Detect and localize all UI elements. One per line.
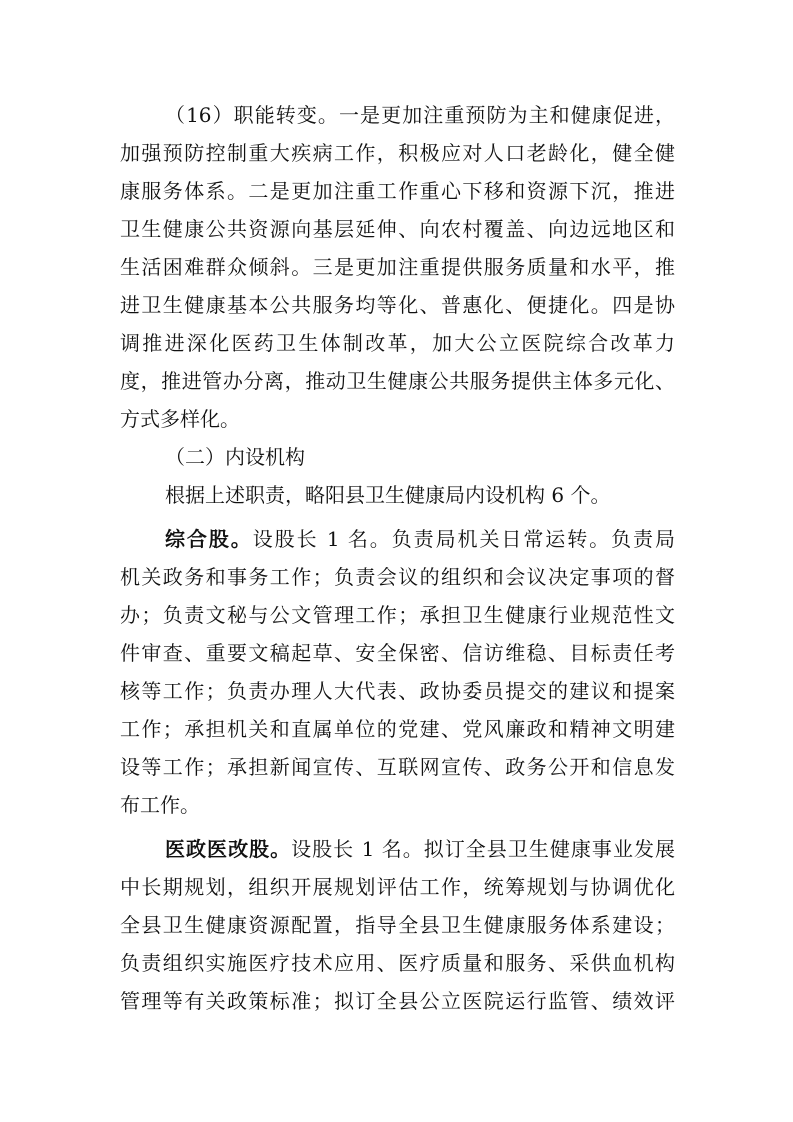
text-line: 进卫生健康基本公共服务均等化、普惠化、便捷化。四是协 bbox=[120, 293, 675, 317]
intro-paragraph: 根据上述职责，略阳县卫生健康局内设机构 6 个。 bbox=[165, 483, 611, 507]
text-line: 卫生健康公共资源向基层延伸、向农村覆盖、向边远地区和 bbox=[120, 217, 675, 241]
unit-title: 医政医改股。 bbox=[165, 837, 292, 861]
text-line: 核等工作；负责办理人大代表、政协委员提交的建议和提案 bbox=[120, 679, 675, 703]
text-line: 生活困难群众倾斜。三是更加注重提供服务质量和水平，推 bbox=[120, 255, 675, 279]
text-line: 全县卫生健康资源配置，指导全县卫生健康服务体系建设； bbox=[120, 913, 675, 937]
text-line: 件审查、重要文稿起草、安全保密、信访维稳、目标责任考 bbox=[120, 641, 675, 665]
text-line: 方式多样化。 bbox=[120, 407, 240, 431]
text-line: 调推进深化医药卫生体制改革，加大公立医院综合改革力 bbox=[120, 331, 675, 355]
paragraph-medical-reform-section bbox=[120, 830, 675, 1020]
text-line: 办；负责文秘与公文管理工作；承担卫生健康行业规范性文 bbox=[120, 603, 675, 627]
paragraph-general-section bbox=[120, 520, 675, 824]
text-line: 工作；承担机关和直属单位的党建、党风廉政和精神文明建 bbox=[120, 717, 675, 741]
text-line: 度，推进管办分离，推动卫生健康公共服务提供主体多元化、 bbox=[120, 369, 675, 393]
unit-text: 设股长 1 名。拟订全县卫生健康事业发展 bbox=[291, 837, 675, 861]
text-line: 布工作。 bbox=[120, 793, 200, 817]
text-line: 设等工作；承担新闻宣传、互联网宣传、政务公开和信息发 bbox=[120, 755, 675, 779]
document-page bbox=[120, 96, 675, 1020]
text-line bbox=[120, 830, 675, 868]
text-line: 加强预防控制重大疾病工作，积极应对人口老龄化，健全健 bbox=[120, 141, 675, 165]
paragraph-function-transformation bbox=[120, 96, 675, 438]
text-line: 管理等有关政策标准；拟订全县公立医院运行监管、绩效评 bbox=[120, 989, 675, 1013]
text-line: （16）职能转变。一是更加注重预防为主和健康促进， bbox=[165, 103, 675, 127]
text-line bbox=[120, 520, 675, 558]
unit-title: 综合股。 bbox=[165, 527, 253, 551]
text-line: 康服务体系。二是更加注重工作重心下移和资源下沉，推进 bbox=[120, 179, 675, 203]
text-line: 机关政务和事务工作；负责会议的组织和会议决定事项的督 bbox=[120, 565, 675, 589]
text-line: 负责组织实施医疗技术应用、医疗质量和服务、采供血机构 bbox=[120, 951, 675, 975]
unit-text: 设股长 1 名。负责局机关日常运转。负责局 bbox=[252, 527, 675, 551]
text-line: 中长期规划，组织开展规划评估工作，统筹规划与协调优化 bbox=[120, 875, 675, 899]
section-heading: （二）内设机构 bbox=[165, 445, 305, 469]
